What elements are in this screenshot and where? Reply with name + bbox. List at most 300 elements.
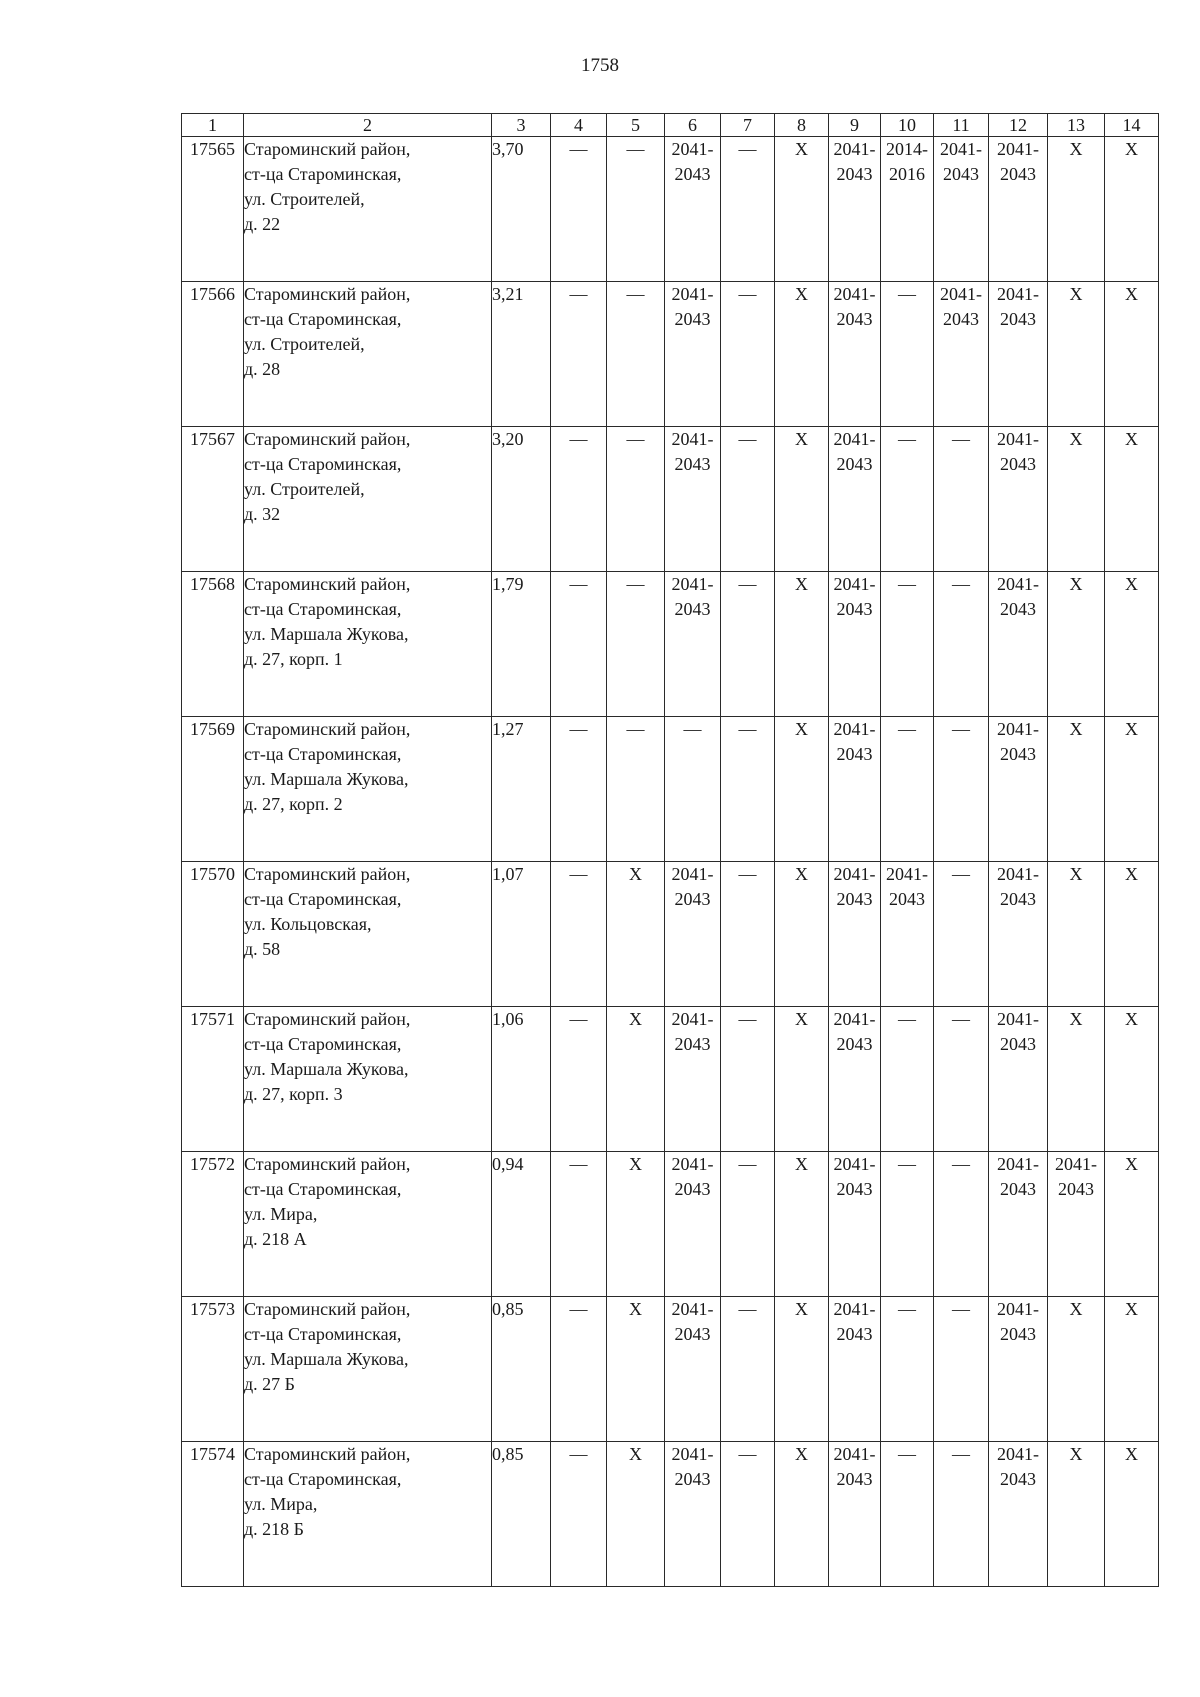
dash-mark: — xyxy=(738,284,757,304)
address-line: Староминский район, xyxy=(244,1154,411,1174)
cell-value: 2043 xyxy=(1000,309,1036,329)
value-cell-col-8 xyxy=(775,862,829,1007)
address-cell xyxy=(244,282,492,427)
address-line: д. 27 Б xyxy=(244,1374,295,1394)
cell-value: 2041- xyxy=(671,1009,714,1029)
dash-mark: — xyxy=(738,139,757,159)
cell-value: 2014- xyxy=(886,139,928,159)
area-cell: 0,85 xyxy=(492,1442,551,1587)
cell-value: 2043 xyxy=(836,1179,873,1199)
cell-value: 2041- xyxy=(833,574,876,594)
value-cell-col-10 xyxy=(881,572,934,717)
value-cell-col-7 xyxy=(721,862,775,1007)
cell-value: 2043 xyxy=(1000,1034,1036,1054)
cell-value: 2041- xyxy=(997,864,1039,884)
address-line: Староминский район, xyxy=(244,429,411,449)
cell-value: 2041- xyxy=(940,139,982,159)
cell-value: 2043 xyxy=(836,599,873,619)
value-cell-col-4 xyxy=(551,137,607,282)
address-line: ст-ца Староминская, xyxy=(244,1179,402,1199)
cell-value: 2043 xyxy=(1000,454,1036,474)
value-cell-col-9 xyxy=(829,427,881,572)
dash-mark: — xyxy=(738,574,757,594)
cell-value: 2041- xyxy=(997,284,1039,304)
address-line: ст-ца Староминская, xyxy=(244,454,402,474)
value-cell-col-11 xyxy=(934,1297,989,1442)
address-line: ст-ца Староминская, xyxy=(244,1034,402,1054)
address-line: Староминский район, xyxy=(244,574,411,594)
cell-value: 2043 xyxy=(943,164,979,184)
value-cell-col-12 xyxy=(989,1297,1048,1442)
value-cell-col-14 xyxy=(1105,137,1159,282)
value-cell-col-12 xyxy=(989,1152,1048,1297)
address-line: д. 218 Б xyxy=(244,1519,304,1539)
value-cell-col-7 xyxy=(721,1442,775,1587)
record-number: 17566 xyxy=(182,282,244,427)
value-cell-col-13 xyxy=(1048,137,1105,282)
value-cell-col-5 xyxy=(607,1442,665,1587)
dash-mark: — xyxy=(898,284,916,304)
cell-value: 2043 xyxy=(674,1324,711,1344)
cell-value: 2043 xyxy=(836,744,873,764)
value-cell-col-9 xyxy=(829,1442,881,1587)
value-cell-col-11 xyxy=(934,427,989,572)
address-line: ул. Маршала Жукова, xyxy=(244,769,409,789)
column-header-2: 2 xyxy=(244,114,492,137)
cell-value: Х xyxy=(629,1444,642,1464)
value-cell-col-12 xyxy=(989,282,1048,427)
value-cell-col-11 xyxy=(934,1442,989,1587)
cell-value: 2041- xyxy=(997,719,1039,739)
value-cell-col-9 xyxy=(829,1297,881,1442)
value-cell-col-13 xyxy=(1048,427,1105,572)
record-number: 17569 xyxy=(182,717,244,862)
cell-value: Х xyxy=(629,1154,642,1174)
cell-value: Х xyxy=(1125,429,1138,449)
cell-value: Х xyxy=(1125,574,1138,594)
value-cell-col-14 xyxy=(1105,1442,1159,1587)
dash-mark: — xyxy=(738,1154,757,1174)
address-line: д. 28 xyxy=(244,359,281,379)
dash-mark: — xyxy=(683,719,702,739)
cell-value: 2041- xyxy=(833,1154,876,1174)
cell-value: Х xyxy=(1069,1009,1083,1029)
cell-value: 2043 xyxy=(1000,744,1036,764)
address-line: ст-ца Староминская, xyxy=(244,889,402,909)
value-cell-col-13 xyxy=(1048,572,1105,717)
address-line: д. 27, корп. 2 xyxy=(244,794,343,814)
dash-mark: — xyxy=(569,1009,588,1029)
cell-value: Х xyxy=(1125,139,1138,159)
cell-value: 2043 xyxy=(674,1034,711,1054)
dash-mark: — xyxy=(738,1444,757,1464)
address-cell xyxy=(244,1442,492,1587)
value-cell-col-10 xyxy=(881,1007,934,1152)
cell-value: 2041- xyxy=(940,284,982,304)
address-cell xyxy=(244,572,492,717)
cell-value: Х xyxy=(1069,139,1083,159)
address-line: ул. Строителей, xyxy=(244,334,365,354)
value-cell-col-8 xyxy=(775,572,829,717)
value-cell-col-7 xyxy=(721,572,775,717)
cell-value: Х xyxy=(1125,1154,1138,1174)
value-cell-col-14 xyxy=(1105,1007,1159,1152)
cell-value: 2041- xyxy=(886,864,928,884)
address-line: д. 27, корп. 3 xyxy=(244,1084,343,1104)
value-cell-col-5 xyxy=(607,717,665,862)
value-cell-col-4 xyxy=(551,1152,607,1297)
value-cell-col-10 xyxy=(881,427,934,572)
value-cell-col-11 xyxy=(934,282,989,427)
address-cell xyxy=(244,1297,492,1442)
value-cell-col-10 xyxy=(881,1442,934,1587)
column-header-8: 8 xyxy=(775,114,829,137)
address-line: ул. Строителей, xyxy=(244,479,365,499)
value-cell-col-9 xyxy=(829,717,881,862)
value-cell-col-11 xyxy=(934,717,989,862)
cell-value: Х xyxy=(1125,1299,1138,1319)
dash-mark: — xyxy=(738,719,757,739)
value-cell-col-12 xyxy=(989,717,1048,862)
cell-value: 2043 xyxy=(674,309,711,329)
address-line: Староминский район, xyxy=(244,1009,411,1029)
cell-value: Х xyxy=(795,284,808,304)
cell-value: 2043 xyxy=(1000,1179,1036,1199)
area-cell: 0,94 xyxy=(492,1152,551,1297)
value-cell-col-12 xyxy=(989,1007,1048,1152)
table-row xyxy=(182,862,1159,1007)
dash-mark: — xyxy=(952,429,970,449)
value-cell-col-4 xyxy=(551,1442,607,1587)
cell-value: 2041- xyxy=(833,1299,876,1319)
value-cell-col-8 xyxy=(775,282,829,427)
value-cell-col-13 xyxy=(1048,1007,1105,1152)
value-cell-col-10 xyxy=(881,137,934,282)
value-cell-col-5 xyxy=(607,1297,665,1442)
area-cell: 3,21 xyxy=(492,282,551,427)
cell-value: Х xyxy=(1125,719,1138,739)
address-line: ул. Мира, xyxy=(244,1204,318,1224)
value-cell-col-8 xyxy=(775,137,829,282)
column-header-14: 14 xyxy=(1105,114,1159,137)
record-number: 17572 xyxy=(182,1152,244,1297)
cell-value: Х xyxy=(795,864,808,884)
address-cell xyxy=(244,1007,492,1152)
column-header-3: 3 xyxy=(492,114,551,137)
cell-value: 2041- xyxy=(833,719,876,739)
cell-value: 2043 xyxy=(836,1324,873,1344)
dash-mark: — xyxy=(952,864,970,884)
value-cell-col-13 xyxy=(1048,1152,1105,1297)
value-cell-col-14 xyxy=(1105,282,1159,427)
dash-mark: — xyxy=(738,1299,757,1319)
cell-value: Х xyxy=(1069,574,1083,594)
table-row xyxy=(182,1007,1159,1152)
cell-value: Х xyxy=(1125,284,1138,304)
dash-mark: — xyxy=(569,1154,588,1174)
column-header-4: 4 xyxy=(551,114,607,137)
value-cell-col-10 xyxy=(881,1297,934,1442)
cell-value: Х xyxy=(629,864,642,884)
value-cell-col-12 xyxy=(989,1442,1048,1587)
dash-mark: — xyxy=(898,1444,916,1464)
cell-value: 2043 xyxy=(674,164,711,184)
cell-value: 2043 xyxy=(836,309,873,329)
dash-mark: — xyxy=(626,429,645,449)
cell-value: Х xyxy=(795,1009,808,1029)
value-cell-col-13 xyxy=(1048,717,1105,862)
column-header-9: 9 xyxy=(829,114,881,137)
cell-value: Х xyxy=(1069,1444,1083,1464)
cell-value: 2043 xyxy=(1000,1469,1036,1489)
area-cell: 0,85 xyxy=(492,1297,551,1442)
column-header-7: 7 xyxy=(721,114,775,137)
cell-value: 2041- xyxy=(671,1444,714,1464)
value-cell-col-7 xyxy=(721,1297,775,1442)
record-number: 17568 xyxy=(182,572,244,717)
cell-value: 2041- xyxy=(833,1444,876,1464)
dash-mark: — xyxy=(569,864,588,884)
address-line: ст-ца Староминская, xyxy=(244,1469,402,1489)
column-header-10: 10 xyxy=(881,114,934,137)
address-line: Староминский район, xyxy=(244,864,411,884)
address-line: Староминский район, xyxy=(244,284,411,304)
value-cell-col-8 xyxy=(775,1007,829,1152)
value-cell-col-14 xyxy=(1105,717,1159,862)
value-cell-col-4 xyxy=(551,572,607,717)
dash-mark: — xyxy=(952,719,970,739)
cell-value: Х xyxy=(629,1009,642,1029)
value-cell-col-7 xyxy=(721,137,775,282)
value-cell-col-5 xyxy=(607,572,665,717)
table-row xyxy=(182,427,1159,572)
table-row xyxy=(182,137,1159,282)
value-cell-col-4 xyxy=(551,282,607,427)
cell-value: 2043 xyxy=(674,599,711,619)
value-cell-col-9 xyxy=(829,282,881,427)
cell-value: Х xyxy=(1069,429,1083,449)
value-cell-col-5 xyxy=(607,427,665,572)
cell-value: 2041- xyxy=(997,1154,1039,1174)
cell-value: 2041- xyxy=(1055,1154,1097,1174)
column-header-11: 11 xyxy=(934,114,989,137)
address-cell xyxy=(244,137,492,282)
dash-mark: — xyxy=(952,1154,970,1174)
table-row xyxy=(182,717,1159,862)
cell-value: 2043 xyxy=(836,889,873,909)
cell-value: 2043 xyxy=(1000,1324,1036,1344)
area-cell: 3,20 xyxy=(492,427,551,572)
value-cell-col-11 xyxy=(934,1152,989,1297)
cell-value: 2043 xyxy=(674,1179,711,1199)
column-header-13: 13 xyxy=(1048,114,1105,137)
cell-value: 2041- xyxy=(833,864,876,884)
cell-value: Х xyxy=(629,1299,642,1319)
address-cell xyxy=(244,862,492,1007)
value-cell-col-10 xyxy=(881,282,934,427)
dash-mark: — xyxy=(569,719,588,739)
value-cell-col-13 xyxy=(1048,862,1105,1007)
value-cell-col-10 xyxy=(881,862,934,1007)
address-cell xyxy=(244,427,492,572)
dash-mark: — xyxy=(738,1009,757,1029)
cell-value: 2041- xyxy=(671,574,714,594)
dash-mark: — xyxy=(569,1299,588,1319)
dash-mark: — xyxy=(898,1154,916,1174)
value-cell-col-6 xyxy=(665,1442,721,1587)
value-cell-col-5 xyxy=(607,282,665,427)
value-cell-col-7 xyxy=(721,282,775,427)
address-line: Староминский район, xyxy=(244,1299,411,1319)
address-line: ул. Кольцовская, xyxy=(244,914,372,934)
address-cell xyxy=(244,1152,492,1297)
value-cell-col-5 xyxy=(607,1152,665,1297)
value-cell-col-14 xyxy=(1105,1152,1159,1297)
dash-mark: — xyxy=(569,139,588,159)
record-number: 17565 xyxy=(182,137,244,282)
value-cell-col-4 xyxy=(551,717,607,862)
cell-value: Х xyxy=(795,574,808,594)
value-cell-col-14 xyxy=(1105,862,1159,1007)
cell-value: 2043 xyxy=(836,454,873,474)
value-cell-col-7 xyxy=(721,1152,775,1297)
area-cell: 1,06 xyxy=(492,1007,551,1152)
address-line: д. 27, корп. 1 xyxy=(244,649,343,669)
table-row xyxy=(182,1152,1159,1297)
value-cell-col-6 xyxy=(665,137,721,282)
value-cell-col-4 xyxy=(551,1297,607,1442)
cell-value: Х xyxy=(795,1154,808,1174)
record-number: 17570 xyxy=(182,862,244,1007)
cell-value: 2041- xyxy=(997,429,1039,449)
cell-value: Х xyxy=(1069,719,1083,739)
cell-value: 2041- xyxy=(671,429,714,449)
dash-mark: — xyxy=(898,429,916,449)
cell-value: 2043 xyxy=(1000,889,1036,909)
value-cell-col-5 xyxy=(607,1007,665,1152)
value-cell-col-7 xyxy=(721,1007,775,1152)
record-number: 17574 xyxy=(182,1442,244,1587)
address-line: ст-ца Староминская, xyxy=(244,164,402,184)
address-line: ст-ца Староминская, xyxy=(244,599,402,619)
address-line: Староминский район, xyxy=(244,139,411,159)
cell-value: Х xyxy=(1125,1009,1138,1029)
cell-value: 2043 xyxy=(836,164,873,184)
value-cell-col-12 xyxy=(989,862,1048,1007)
cell-value: 2043 xyxy=(674,889,711,909)
table-row xyxy=(182,1442,1159,1587)
value-cell-col-4 xyxy=(551,862,607,1007)
dash-mark: — xyxy=(569,574,588,594)
value-cell-col-9 xyxy=(829,1152,881,1297)
cell-value: 2041- xyxy=(997,1299,1039,1319)
value-cell-col-9 xyxy=(829,1007,881,1152)
address-line: Староминский район, xyxy=(244,719,411,739)
cell-value: Х xyxy=(795,719,808,739)
cell-value: 2041- xyxy=(671,864,714,884)
address-line: д. 22 xyxy=(244,214,281,234)
cell-value: 2041- xyxy=(671,1154,714,1174)
cell-value: 2043 xyxy=(836,1034,873,1054)
value-cell-col-7 xyxy=(721,427,775,572)
address-line: ул. Маршала Жукова, xyxy=(244,624,409,644)
dash-mark: — xyxy=(898,1009,916,1029)
dash-mark: — xyxy=(738,429,757,449)
value-cell-col-10 xyxy=(881,1152,934,1297)
cell-value: Х xyxy=(795,429,808,449)
value-cell-col-7 xyxy=(721,717,775,862)
value-cell-col-6 xyxy=(665,427,721,572)
cell-value: Х xyxy=(1069,284,1083,304)
dash-mark: — xyxy=(626,139,645,159)
value-cell-col-6 xyxy=(665,1007,721,1152)
dash-mark: — xyxy=(569,1444,588,1464)
cell-value: 2041- xyxy=(997,1009,1039,1029)
value-cell-col-11 xyxy=(934,137,989,282)
value-cell-col-14 xyxy=(1105,1297,1159,1442)
address-line: ул. Строителей, xyxy=(244,189,365,209)
value-cell-col-6 xyxy=(665,572,721,717)
value-cell-col-13 xyxy=(1048,1442,1105,1587)
cell-value: Х xyxy=(1069,864,1083,884)
address-line: д. 58 xyxy=(244,939,281,959)
page-number: 1758 xyxy=(581,55,619,76)
value-cell-col-4 xyxy=(551,1007,607,1152)
area-cell: 1,27 xyxy=(492,717,551,862)
dash-mark: — xyxy=(952,1009,970,1029)
cell-value: 2043 xyxy=(674,1469,711,1489)
table-row xyxy=(182,1297,1159,1442)
value-cell-col-6 xyxy=(665,717,721,862)
table-body xyxy=(182,137,1159,1587)
value-cell-col-6 xyxy=(665,282,721,427)
value-cell-col-9 xyxy=(829,862,881,1007)
table-row xyxy=(182,282,1159,427)
dash-mark: — xyxy=(626,719,645,739)
address-line: д. 218 А xyxy=(244,1229,307,1249)
cell-value: 2043 xyxy=(836,1469,873,1489)
value-cell-col-6 xyxy=(665,1152,721,1297)
value-cell-col-12 xyxy=(989,572,1048,717)
cell-value: 2043 xyxy=(1000,164,1036,184)
value-cell-col-14 xyxy=(1105,572,1159,717)
cell-value: 2041- xyxy=(671,139,714,159)
address-line: ст-ца Староминская, xyxy=(244,1324,402,1344)
value-cell-col-10 xyxy=(881,717,934,862)
value-cell-col-12 xyxy=(989,137,1048,282)
address-line: ул. Мира, xyxy=(244,1494,318,1514)
dash-mark: — xyxy=(569,284,588,304)
cell-value: Х xyxy=(795,139,808,159)
address-line: ст-ца Староминская, xyxy=(244,309,402,329)
area-cell: 3,70 xyxy=(492,137,551,282)
record-number: 17571 xyxy=(182,1007,244,1152)
value-cell-col-11 xyxy=(934,572,989,717)
value-cell-col-11 xyxy=(934,862,989,1007)
cell-value: 2041- xyxy=(833,284,876,304)
cell-value: Х xyxy=(795,1444,808,1464)
value-cell-col-11 xyxy=(934,1007,989,1152)
dash-mark: — xyxy=(569,429,588,449)
value-cell-col-8 xyxy=(775,1442,829,1587)
address-cell xyxy=(244,717,492,862)
column-header-1: 1 xyxy=(182,114,244,137)
column-header-12: 12 xyxy=(989,114,1048,137)
record-number: 17573 xyxy=(182,1297,244,1442)
value-cell-col-8 xyxy=(775,427,829,572)
cell-value: 2041- xyxy=(997,139,1039,159)
address-line: ул. Маршала Жукова, xyxy=(244,1349,409,1369)
